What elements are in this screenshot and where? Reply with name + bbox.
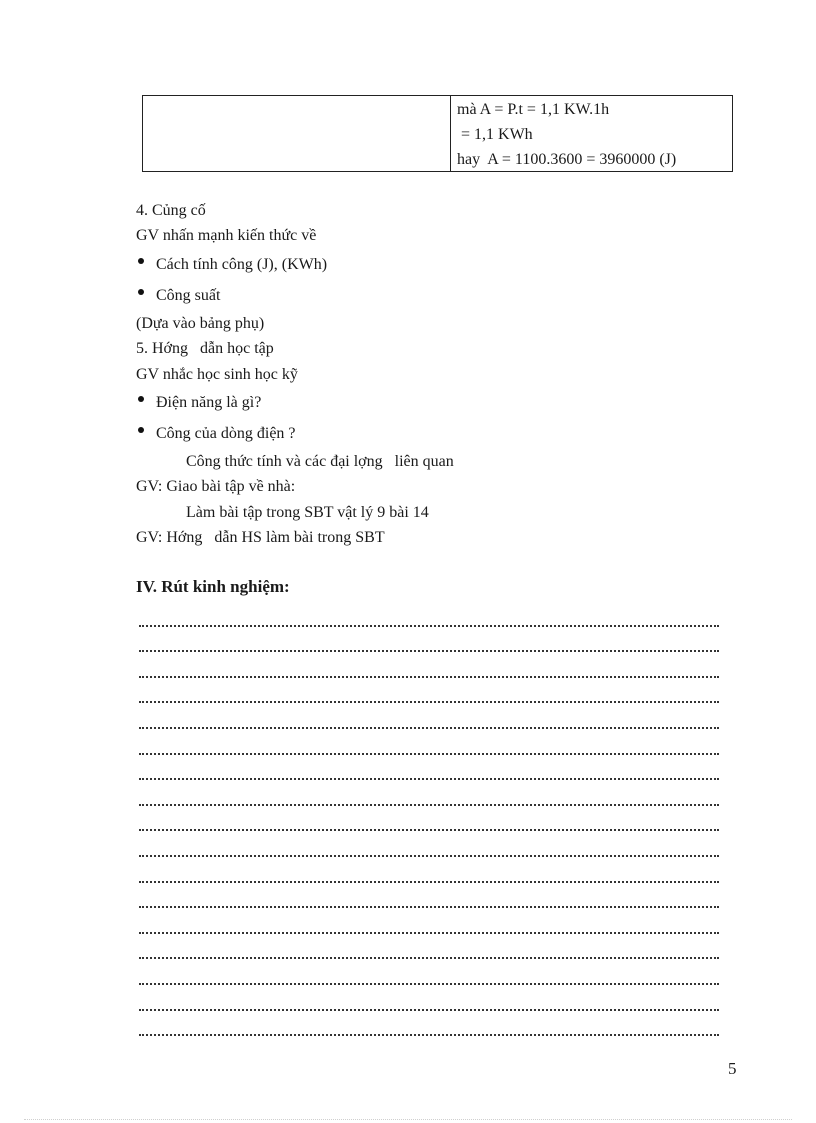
section5-formula-note: Công thức tính và các đại lợng liên quan bbox=[186, 452, 454, 470]
dotted-line bbox=[139, 761, 719, 787]
guide-text: GV: Hớng dẫn HS làm bài trong SBT bbox=[136, 529, 385, 547]
section5-intro: GV nhắc học sinh học kỹ bbox=[136, 365, 298, 383]
dotted-line bbox=[139, 889, 719, 915]
bullet-icon bbox=[138, 427, 144, 433]
table-cell-right bbox=[451, 96, 732, 171]
dotted-line bbox=[139, 709, 719, 735]
page-bottom-divider bbox=[24, 1119, 792, 1120]
list-item bbox=[136, 280, 736, 311]
list-item bbox=[136, 418, 736, 449]
table-line: = 1,1 KWh bbox=[457, 126, 533, 143]
section5-title: 5. Hớng dẫn học tập bbox=[136, 340, 274, 358]
dotted-line bbox=[139, 812, 719, 838]
table-line: hay A = 1100.3600 = 3960000 (J) bbox=[457, 151, 677, 168]
dotted-line bbox=[139, 607, 719, 633]
homework-detail: Làm bài tập trong SBT vật lý 9 bài 14 bbox=[186, 503, 429, 521]
section4-note: (Dựa vào bảng phụ) bbox=[136, 314, 265, 332]
bullet-icon bbox=[138, 258, 144, 264]
dotted-line bbox=[139, 684, 719, 710]
list-item-text: Công của dòng điện ? bbox=[156, 424, 296, 442]
dotted-line bbox=[139, 940, 719, 966]
page-number: 5 bbox=[728, 1059, 737, 1078]
section4-intro: GV nhấn mạnh kiến thức về bbox=[136, 227, 317, 245]
bullet-icon bbox=[138, 289, 144, 295]
dotted-line bbox=[139, 786, 719, 812]
dotted-line bbox=[139, 991, 719, 1017]
list-item-text: Công suất bbox=[156, 286, 221, 304]
dotted-line bbox=[139, 658, 719, 684]
list-item bbox=[136, 249, 736, 280]
notes-dotted-lines bbox=[139, 607, 719, 1042]
bullet-icon bbox=[138, 396, 144, 402]
dotted-line bbox=[139, 735, 719, 761]
table-line: mà A = P.t = 1,1 KW.1h bbox=[457, 101, 610, 118]
solution-table bbox=[142, 95, 733, 172]
dotted-line bbox=[139, 633, 719, 659]
dotted-line bbox=[139, 1017, 719, 1043]
homework-label: GV: Giao bài tập về nhà: bbox=[136, 478, 296, 496]
table-cell-left bbox=[143, 96, 451, 171]
dotted-line bbox=[139, 837, 719, 863]
dotted-line bbox=[139, 965, 719, 991]
section-iv-heading: IV. Rút kinh nghiệm: bbox=[136, 577, 290, 596]
section4-title: 4. Củng cố bbox=[136, 202, 206, 219]
list-item bbox=[136, 387, 736, 418]
list-item-text: Cách tính công (J), (KWh) bbox=[156, 255, 328, 273]
lesson-body bbox=[136, 198, 736, 551]
list-item-text: Điện năng là gì? bbox=[156, 393, 262, 411]
dotted-line bbox=[139, 863, 719, 889]
dotted-line bbox=[139, 914, 719, 940]
